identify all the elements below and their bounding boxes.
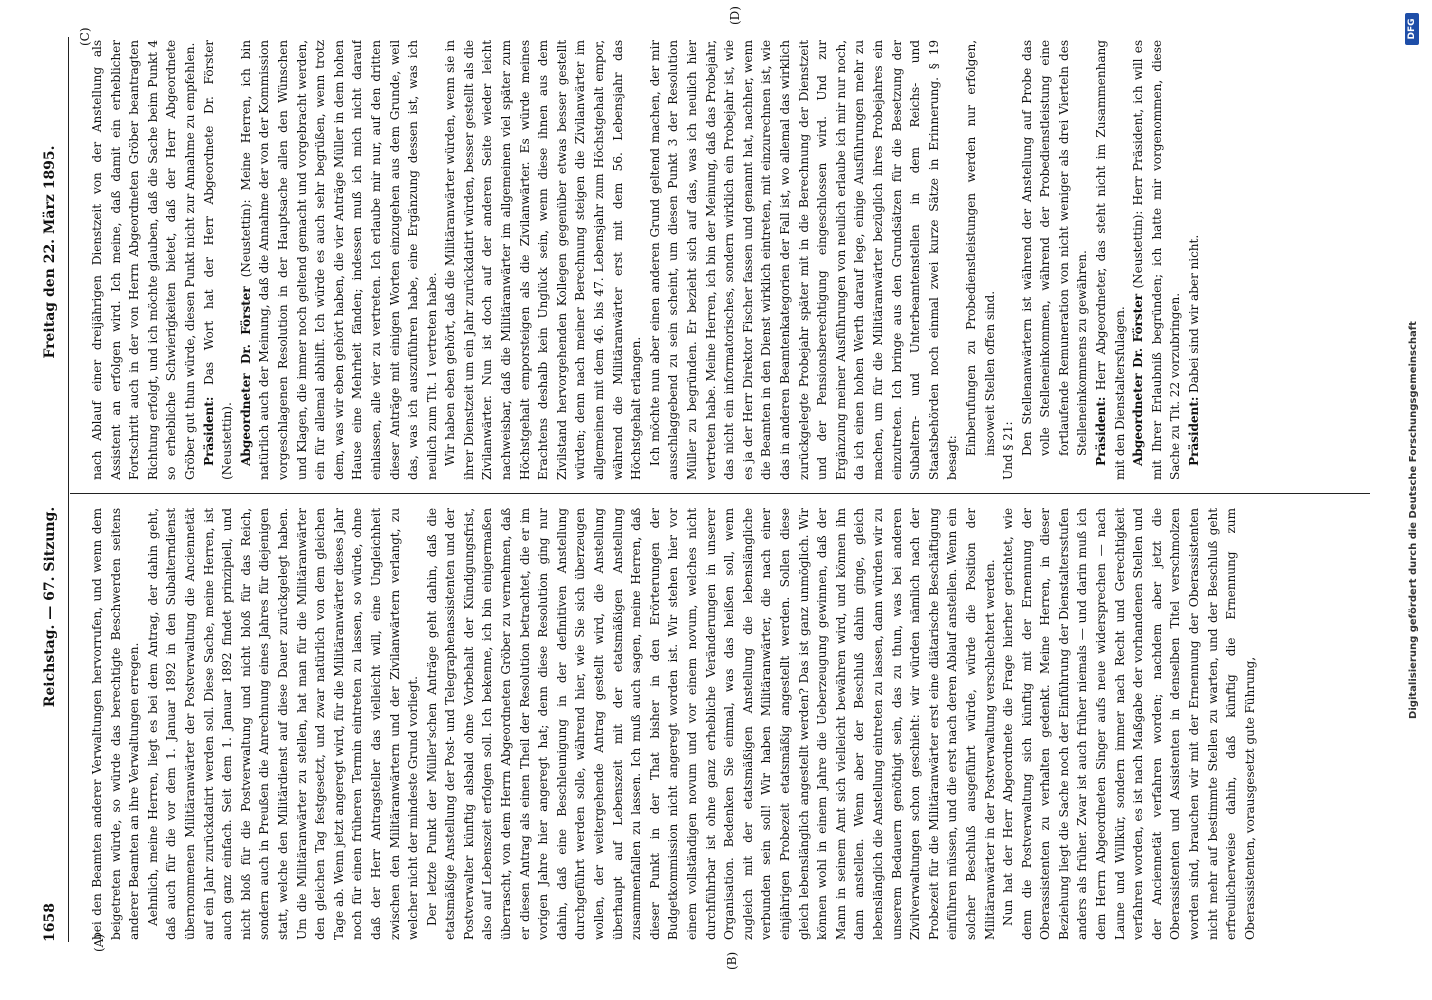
paragraph: Ich möchte nun aber einen anderen Grund geltend machen, der mir ausschlaggebend zu sein scheint, um diesen Punkt 3 der Resolution Müller zu begründen. Er bezieht sich auf das, was ich neulich hier vertreten habe. Meine Herren, ich bin der Meinung, daß das Probejahr, das nicht ein informatorisches, sondern wirklich ein Probejahr ist, wie es ja der Herr Direktor Fischer fassen und genannt hat, nachher, wenn die Beamten in den Dienst wirklich eintreten, mit einzurechnen ist, wie das in anderen Beamtenkategorien der Fall ist, wo allemal das wirklich zurückgelegte Probejahr später mit in die Berechnung der Dienstzeit und der Pensionsberechtigung eingeschlossen wird. Und zur Ergänzung meiner Ausführungen von neulich erlaube ich mir nur noch, da ich einen hohen Werth darauf lege, einige Ausführungen mehr zu machen, um für die Militäranwärter bezüglich ihres Probejahres ein einzutreten. Ich bringe aus den Grundsätzen für die Besetzung der Subaltern- und Unterbeamtenstellen in dem Reichs- und Staatsbehörden noch einmal zwei kurze Sätze in Erinnerung. § 19 besagt: xyxy=(647,40,960,480)
speech-text: Herr Abgeordneter, das steht nicht im Zusammenhang mit den Dienstaltersfulagen. xyxy=(1094,40,1127,480)
speaker-label: Präsident: xyxy=(1094,396,1109,466)
paragraph xyxy=(237,40,442,480)
left-text-column xyxy=(88,508,1368,940)
header-left-title: Reichstag. — 67. Sitzung. xyxy=(42,506,58,708)
paragraph: Und § 21: xyxy=(1001,421,1016,480)
speaker-label: Präsident: xyxy=(1187,396,1202,466)
right-text-column xyxy=(88,40,1368,480)
speaker-label: Abgeordneter Dr. Förster xyxy=(238,286,253,466)
paragraph: Nun hat der Herr Abgeordnete die Frage hierher gerichtet, wie denn die Postverwaltung sich künftig mit der Ernennung der Oberassistenten zu verhalten gedenkt. Meine Herren, in dieser Beziehung liegt die Sache noch der Einführung der Dienstaltersstufen anders als früher. Zwar ist auch früher niemals — und darin muß ich dem Herrn Abgeordneten Singer aufs neue widersprechen — nach Laune und Willkür, sondern immer nach Recht und Gerechtigkeit verfahren worden, es ist nach Maßgabe der vorhandenen Stellen und der Anciennetät verfahren worden; nachdem aber jetzt die Oberassistenten und Assistenten in denselben Titel verschmolzen worden sind, brauchen wir mit der Ernennung der Oberassistenten nicht mehr auf bestimmte Stellen zu warten, und der Beschluß geht erfreulicherweise dahin, daß künftig die Ernennung zum Oberassistenten, vorausgesetzt gute Führung, xyxy=(1001,508,1257,940)
paragraph: Einberufungen zu Probedienstleistungen werden nur erfolgen, insoweit Stellen offen sind. xyxy=(963,40,997,456)
paragraph: nach Ablauf einer dreijährigen Dienstzeit von der Anstellung als Assistent an erfolgen wird. Ich meine, daß damit ein erheblicher Fortschritt auch in der von Herrn Abgeordneten Gröber beantragten Richtung erfolgt, und ich möchte glauben, daß die Sache beim Punkt 4 so erhebliche Schwierigkeiten bietet, daß der Herr Abgeordnete Gröber gut thun würde, diesen Punkt nicht zur Annahme zu empfehlen. xyxy=(90,40,197,480)
paragraph: bei den Beamten anderer Verwaltungen hervorrufen, und wenn dem beigetreten würde, so würde das berechtigte Beschwerden seitens anderer Beamten an ihre Verwaltungen erregen. xyxy=(90,508,142,940)
margin-marker-b: (B) xyxy=(725,951,739,970)
paragraph: Wir haben eben gehört, daß die Militäranwärter würden, wenn sie in ihrer Dienstzeit um ein Jahr zurückdatirt würden, besser gestellt als die Zivilanwärter. Nun ist doch auf der anderen Seite wieder leicht nachweisbar, daß die Militäranwärter im allgemeinen viel später zum Höchstgehalt emporsteigen als die Zivilanwärter. Es würde meines Erachtens deshalb kein Unglück sein, wenn diese ihnen aus dem Zivilstand hervorgehenden Kollegen gegenüber etwas besser gestellt würden; denn nach meiner Berechnung steigen die Zivilanwärter im allgemeinen mit dem 46. bis 47. Lebensjahr zum Höchstgehalt empor, während die Militäranwärter erst mit dem 56. Lebensjahr das Höchstgehalt erlangen. xyxy=(443,40,644,480)
speaker-label: Abgeordneter Dr. Förster xyxy=(1131,293,1146,466)
speech-text: Dabei sind wir aber nicht. xyxy=(1187,234,1202,397)
margin-marker-d: (D) xyxy=(728,6,742,25)
column-divider xyxy=(70,493,1370,494)
page-header xyxy=(40,37,66,942)
dfg-logo: DFG xyxy=(1405,13,1419,45)
paragraph: Aehnlich, meine Herren, liegt es bei dem Antrag, der dahin geht, daß auch für die vor dem 1. Januar 1892 in den Subalterndienst übernommenen Militäranwärter der Postverwaltung die Anciennetät auf ein Jahr zurückdatirt werden soll. Diese Sache, meine Herren, ist auch ganz einfach. Seit dem 1. Januar 1892 findet prinzipiell, und nicht bloß für die Postverwaltung und nicht bloß für das Reich, sondern auch in Preußen die Anrechnung eines Jahres für diejenigen statt, welche den Militärdienst auf diese Dauer zurückgelegt haben. Um die Militäranwärter zu stellen, hat man für die Militäranwärter den gleichen Tag festgesetzt, und zwar natürlich von dem gleichen Tage ab. Wenn jetzt angeregt wird, für die Militäranwärter dieses Jahr noch für einen früheren Termin eintreten zu lassen, so würde, ohne daß der Herr Antragsteller das vielleicht will, eine Ungleichheit zwischen den Militäranwärtern und der Zivilanwärtern verlangt, zu welcher nicht der mindeste Grund vorliegt. xyxy=(145,508,421,940)
speech-text: (Neustettin): Herr Präsident, ich will es mit Ihrer Erlaubniß begründen; ich hatte mir vorgenommen, diese Sache zu Tit. 22 vorzubringen. xyxy=(1131,40,1183,480)
margin-marker-a: (A) xyxy=(92,933,106,952)
speech-text: Das Wort hat der Herr Abgeordnete Dr. Förster (Neustettin). xyxy=(201,40,235,480)
paragraph: Den Stellenanwärtern ist während der Anstellung auf Probe das volle Stelleneinkommen, während der Probedienstleistung eine fortlaufende Remuneration von nicht weniger als drei Vierteln des Stelleneinkommens zu gewähren. xyxy=(1019,40,1090,456)
speech-text: (Neustettin): Meine Herren, ich bin natürlich auch der Meinung, daß die Annahme der von der Kommission vorgeschlagenen Resolution in der Hauptsache allen den Wünschen und Klagen, die immer noch geltend gemacht und vorgebracht werden, ein für allemal abhilft. Ich würde es auch sehr begrüßen, wenn trotz dem, was wir eben gehört haben, die vier Anträge Müller in dem hohen Hause eine Mehrheit fänden; indessen muß ich mich nicht darauf einlassen, alle vier zu vertreten. Ich erlaube mir nur, auf den dritten dieser Anträge mit einigen Worten einzugehen aus dem Grunde, weil das, was ich auszuführen habe, eine Ergänzung dessen ist, was ich neulich zum Tit. 1 vertreten habe. xyxy=(238,40,439,480)
header-rule xyxy=(68,37,69,942)
page-number: 1658 xyxy=(42,903,58,942)
header-right-title: Freitag den 22. März 1895. xyxy=(42,145,58,359)
paragraph xyxy=(1092,40,1129,480)
paragraph xyxy=(1185,40,1204,480)
paragraph xyxy=(1129,40,1185,480)
paragraph: Der letzte Punkt der Müller'schen Anträge geht dahin, daß die etatsmäßige Anstellung der Post- und Telegraphenassistenten und der Postverwalter künftig alsbald ohne Vorbehalt der Kündigungsfrist, also auf Lebenszeit erfolgen soll. Ich bekenne, ich bin einigermaßen überrascht, von dem Herrn Abgeordneten Gröber zu vernehmen, daß er diesen Antrag als einen Theil der Resolution betrachtet, die er im vorigen Jahre hier angeregt hat; denn diese Resolution ging nur dahin, daß eine Beschleunigung in der definitiven Anstellung durchgeführt werden solle, während hier, wie Sie sich überzeugen wollen, der weitergehende Antrag gestellt wird, die Anstellung überhaupt auf Lebenszeit mit der etatsmäßigen Anstellung zusammenfallen zu lassen. Ich muß auch sagen, meine Herren, daß dieser Punkt in der That bisher in den Erörterungen der Budgetkommission nicht angeregt worden ist. Wir stehen hier vor einem vollständigen novum und vor einem novum, welches nicht durchführbar ist ohne ganz erhebliche Veränderungen in unserer Organisation. Bedenken Sie einmal, was das heißen soll, wenn zugleich mit der etatsmäßigen Anstellung die lebenslängliche verbunden sein soll! Wir haben Militäranwärter, die nach einer einjährigen Probezeit etatsmäßig angestellt werden. Sollen diese gleich lebenslänglich angestellt werden? Das ist ganz unmöglich. Wir können wohl in einem Jahre die Ueberzeugung gewinnen, daß der Mann in seinem Amt sich vielleicht bewähren wird, und können ihn dann anstellen. Wenn aber der Beschluß dahin ginge, gleich lebenslänglich die Anstellung eintreten zu lassen, dann würden wir zu unserem Bedauern genöthigt sein, das zu thun, was bei anderen Zivilverwaltungen schon geschieht: wir würden nämlich nach der Probezeit für die Militäranwärter erst eine diätarische Beschäftigung einführen müssen, und die erst nach deren Ablauf anstellen. Wenn ein solcher Beschluß ausgeführt würde, würde die Position der Militäranwärter in der Postverwaltung verschlechtert werden. xyxy=(424,508,997,940)
speaker-label: Präsident: xyxy=(201,396,216,466)
digitization-credit: Digitalisierung gefördert durch die Deutsche Forschungsgemeinschaft xyxy=(1408,321,1419,719)
paragraph xyxy=(200,40,237,480)
margin-marker-c: (C) xyxy=(78,27,92,46)
